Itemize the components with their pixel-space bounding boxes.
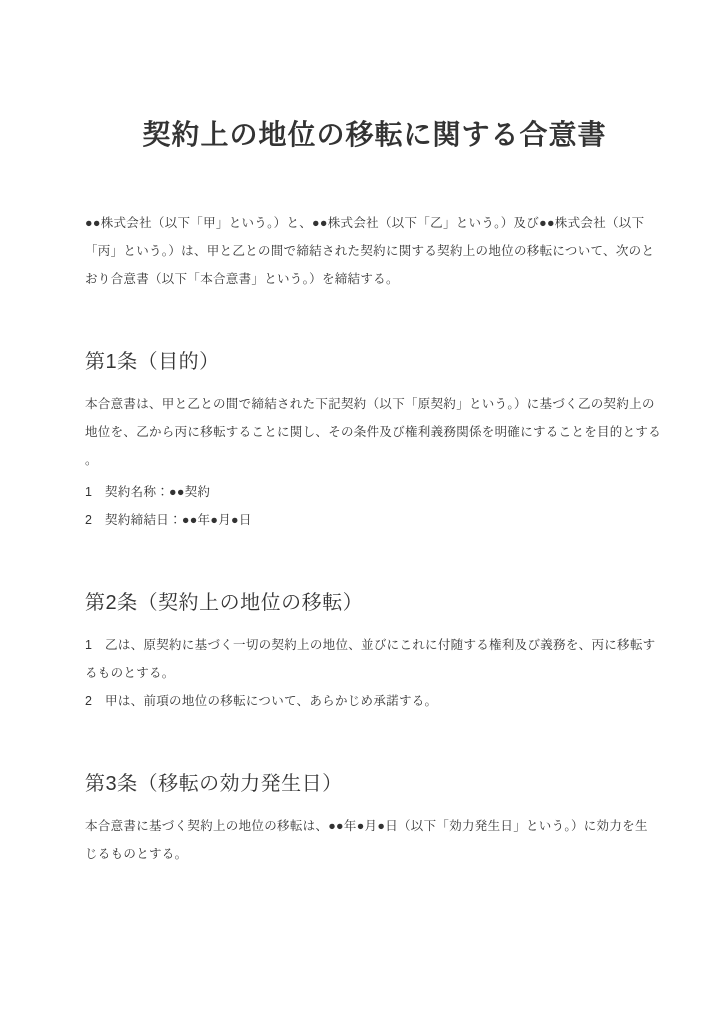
article-1-body: [85, 390, 664, 474]
body-line: 1 乙は、原契約に基づく一切の契約上の地位、並びにこれに付随する権利及び義務を、丙に移転す: [85, 638, 656, 652]
body-line: るものとする。: [85, 666, 175, 680]
article-3-body: [85, 812, 664, 868]
article-2-body: [85, 631, 664, 715]
body-line: 本合意書に基づく契約上の地位の移転は、●●年●月●日（以下「効力発生日」という。）に効力を生: [85, 819, 648, 833]
intro-line: ●●株式会社（以下「甲」という。）と、●●株式会社（以下「乙」という。）及び●●株式会社（以下: [85, 216, 645, 230]
body-line: じるものとする。: [85, 847, 188, 861]
body-line: 2 甲は、前項の地位の移転について、あらかじめ承諾する。: [85, 694, 438, 708]
intro-line: おり合意書（以下「本合意書」という。）を締結する。: [85, 272, 399, 286]
article-2-section: [85, 589, 664, 715]
article-3-section: [85, 770, 664, 868]
article-3-heading: 第3条（移転の効力発生日）: [85, 773, 343, 795]
article-1-section: [85, 348, 664, 534]
body-line: 。: [85, 453, 98, 467]
intro-paragraph: [85, 209, 664, 293]
body-line: 本合意書は、甲と乙との間で締結された下記契約（以下「原契約」という。）に基づく乙の契約上の: [85, 397, 655, 411]
list-item: 1 契約名称：●●契約: [85, 485, 211, 499]
body-line: 地位を、乙から丙に移転することに関し、その条件及び権利義務関係を明確にすることを目的とする: [85, 425, 662, 439]
list-item: 2 契約締結日：●●年●月●日: [85, 513, 252, 527]
article-1-heading: 第1条（目的）: [85, 351, 220, 373]
article-2-heading: 第2条（契約上の地位の移転）: [85, 592, 364, 614]
document-title: 契約上の地位の移転に関する合意書: [142, 119, 607, 150]
intro-line: 「丙」という。）は、甲と乙との間で締結された契約に関する契約上の地位の移転について、次のと: [85, 244, 655, 258]
article-1-list: [85, 478, 664, 534]
